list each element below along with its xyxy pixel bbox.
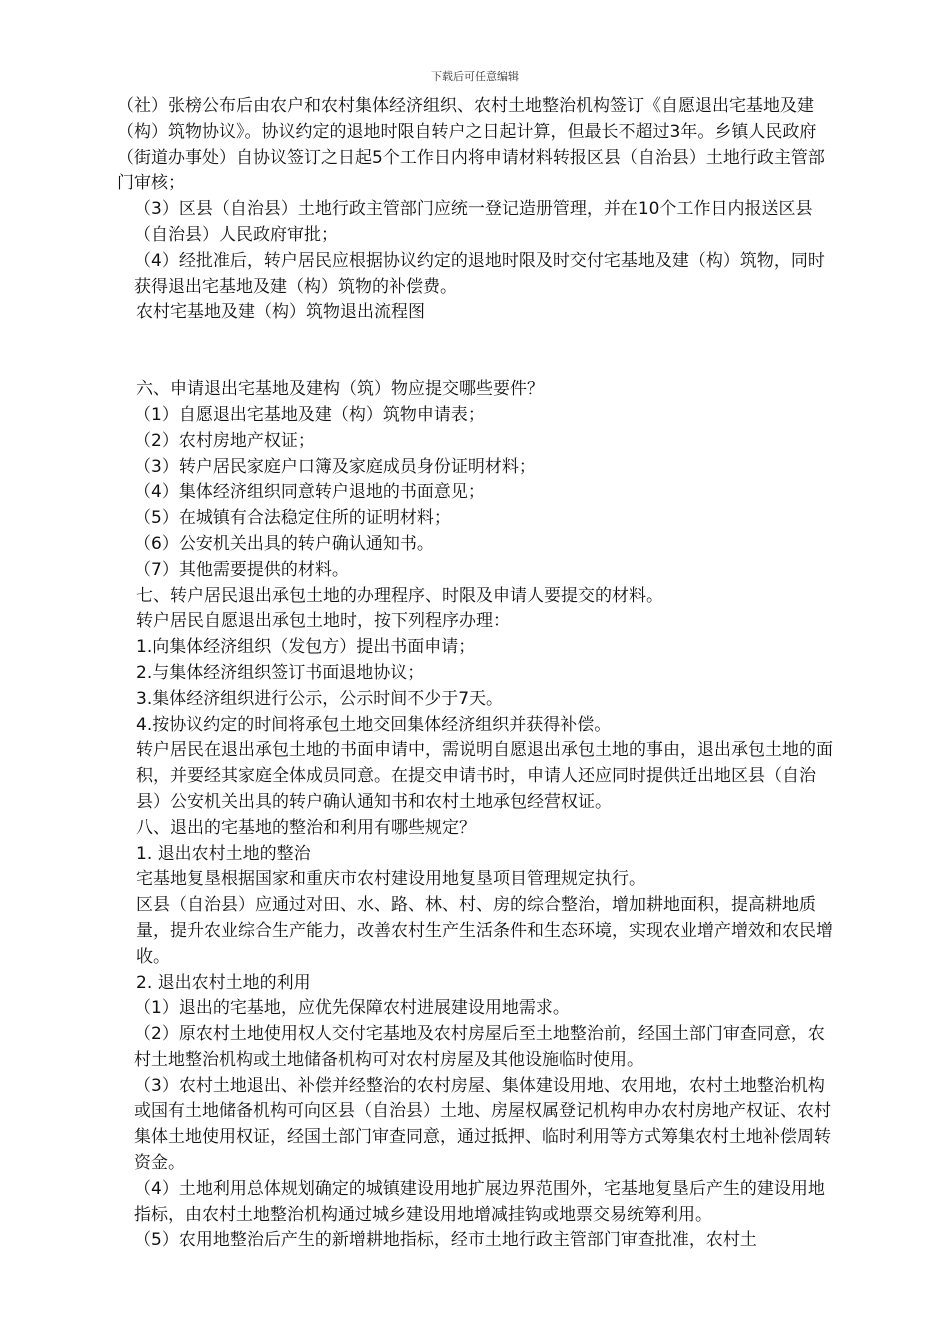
list-item: （1）退出的宅基地，应优先保障农村进展建设用地需求。 bbox=[134, 998, 570, 1019]
list-item: （3）农村土地退出、补偿并经整治的农村房屋、集体建设用地、农用地，农村土地整治机构或国有土地储备机构可向区县（自治县）土地、房屋权属登记机构申办农村房地产权证、农村集体土地使用权证，经国土部门审查同意，通过抵押、临时利用等方式筹集农村土地补偿周转资金。 bbox=[134, 1075, 831, 1174]
page-header: 下载后可任意编辑 bbox=[431, 70, 519, 83]
section-heading: 八、退出的宅基地的整治和利用有哪些规定？ bbox=[136, 817, 476, 838]
paragraph: 区县（自治县）应通过对田、水、路、林、村、房的综合整治，增加耕地面积，提高耕地质量，提升农业综合生产能力，改善农村生产生活条件和生态环境，实现农业增产增效和农民增收。 bbox=[136, 895, 833, 967]
list-item: （6）公安机关出具的转户确认通知书。 bbox=[134, 533, 434, 554]
paragraph: 转户居民在退出承包土地的书面申请中，需说明自愿退出承包土地的事由，退出承包土地的面积，并要经其家庭全体成员同意。在提交申请书时，申请人还应同时提供迁出地区县（自治县）公安机关出具的转户确认通知书和农村土地承包经营权证。 bbox=[136, 740, 833, 812]
list-item: （7）其他需要提供的材料。 bbox=[134, 559, 349, 580]
document-body bbox=[112, 94, 838, 1254]
list-item: （2）原农村土地使用权人交付宅基地及农村房屋后至土地整治前，经国土部门审查同意，农村土地整治机构或土地储备机构可对农村房屋及其他设施临时使用。 bbox=[134, 1024, 825, 1070]
subsection-heading: 2. 退出农村土地的利用 bbox=[136, 972, 311, 993]
list-item: （3）区县（自治县）土地行政主管部门应统一登记造册管理，并在10个工作日内报送区县（自治县）人民政府审批； bbox=[134, 199, 813, 245]
list-item: 3.集体经济组织进行公示，公示时间不少于7天。 bbox=[136, 688, 504, 709]
paragraph: 宅基地复垦根据国家和重庆市农村建设用地复垦项目管理规定执行。 bbox=[136, 869, 646, 890]
list-item: （4）土地利用总体规划确定的城镇建设用地扩展边界范围外，宅基地复垦后产生的建设用地指标，由农村土地整治机构通过城乡建设用地增减挂钩或地票交易统筹利用。 bbox=[134, 1178, 825, 1225]
list-item: 1.向集体经济组织（发包方）提出书面申请； bbox=[136, 637, 476, 658]
paragraph: 转户居民自愿退出承包土地时，按下列程序办理： bbox=[136, 611, 510, 632]
list-item: （5）农用地整治后产生的新增耕地指标，经市土地行政主管部门审查批准，农村土 bbox=[134, 1230, 757, 1251]
figure-placeholder bbox=[112, 326, 838, 377]
list-item: 4.按协议约定的时间将承包土地交回集体经济组织并获得补偿。 bbox=[136, 714, 612, 735]
list-item: （5）在城镇有合法稳定住所的证明材料； bbox=[134, 508, 451, 529]
list-item: 2.与集体经济组织签订书面退地协议； bbox=[136, 662, 425, 683]
section-heading: 七、转户居民退出承包土地的办理程序、时限及申请人要提交的材料。 bbox=[136, 585, 663, 606]
list-item: （4）经批准后，转户居民应根据协议约定的退地时限及时交付宅基地及建（构）筑物，同时获得退出宅基地及建（构）筑物的补偿费。 bbox=[134, 250, 825, 297]
section-heading: 六、申请退出宅基地及建构（筑）物应提交哪些要件？ bbox=[136, 379, 544, 400]
figure-caption: 农村宅基地及建（构）筑物退出流程图 bbox=[136, 302, 425, 323]
list-item: （3）转户居民家庭户口簿及家庭成员身份证明材料； bbox=[134, 456, 536, 477]
subsection-heading: 1. 退出农村土地的整治 bbox=[136, 843, 311, 864]
list-item: （2）农村房地产权证； bbox=[134, 430, 315, 451]
list-item: （4）集体经济组织同意转户退地的书面意见； bbox=[134, 482, 485, 503]
paragraph: （社）张榜公布后由农户和农村集体经济组织、农村土地整治机构签订《自愿退出宅基地及建（构）筑物协议》。协议约定的退地时限自转户之日起计算，但最长不超过3年。乡镇人民政府（街道办事处）自协议签订之日起5个工作日内将申请材料转报区县（自治县）土地行政主管部门审核； bbox=[117, 96, 825, 194]
list-item: （1）自愿退出宅基地及建（构）筑物申请表； bbox=[134, 404, 485, 425]
